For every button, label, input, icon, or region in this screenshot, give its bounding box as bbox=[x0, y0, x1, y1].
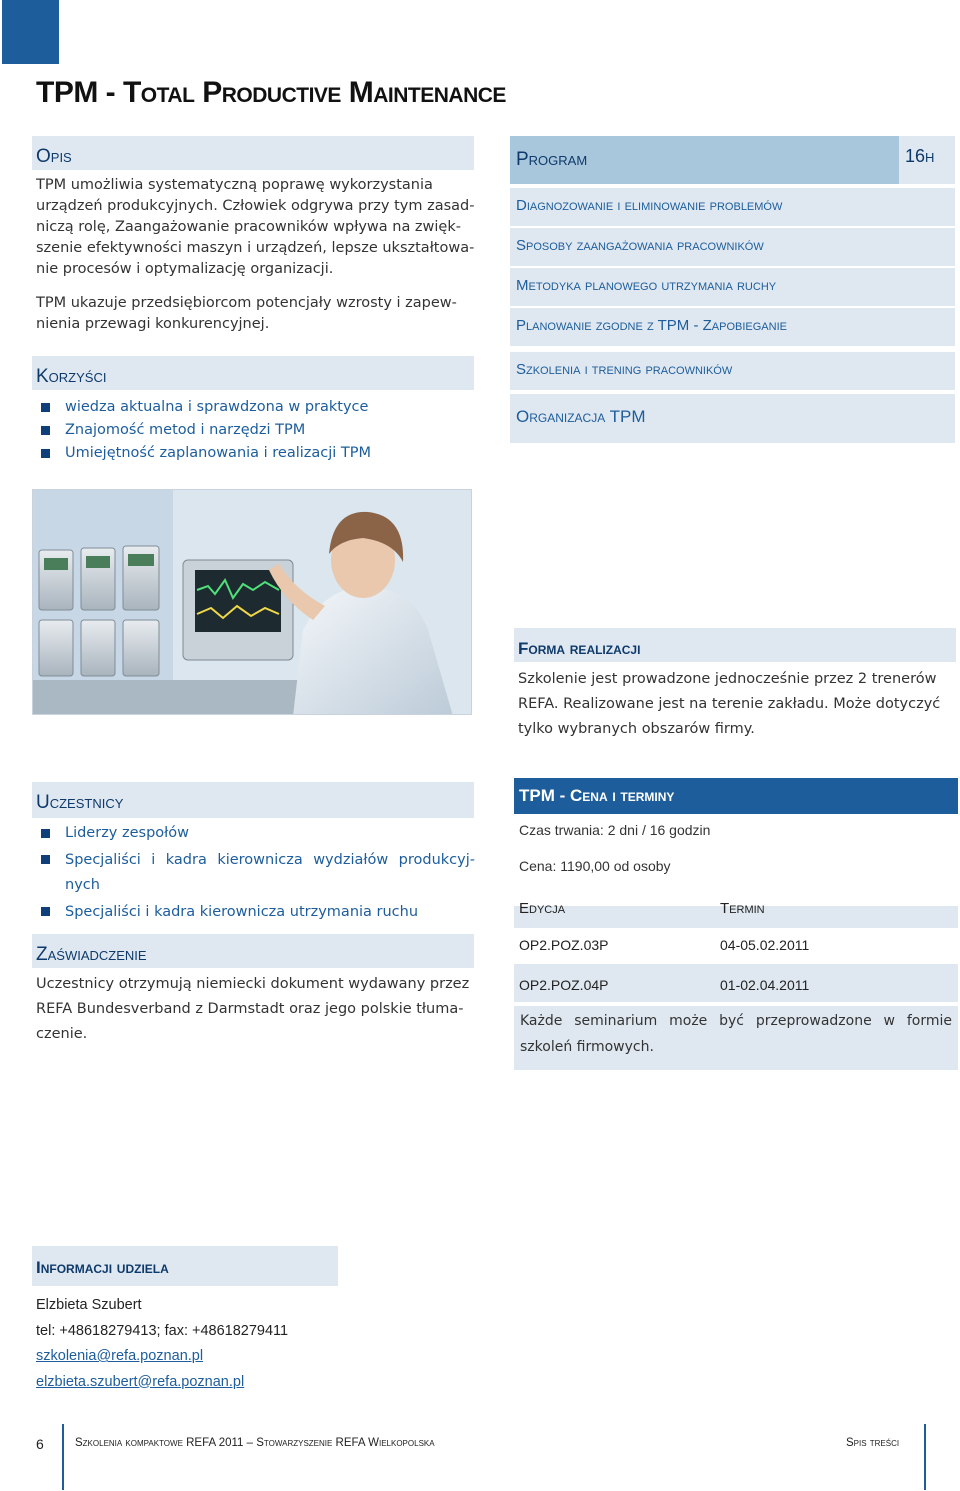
info-contact bbox=[36, 1293, 288, 1395]
edycja-cell: OP2.POZ.03P bbox=[519, 937, 609, 953]
cena-heading: TPM - Cena i terminy bbox=[514, 778, 958, 814]
list-item-line: Specjaliści i kadra kierownicza wydziałów produkcyj- bbox=[65, 852, 475, 868]
korzysci-list bbox=[36, 396, 476, 465]
list-item: Znajomość metod i narzędzi TPM bbox=[36, 419, 476, 442]
opis-line: nie procesów i optymalizację organizacji. bbox=[36, 261, 334, 277]
zaswiadczenie-line: REFA Bundesverband z Darmstadt oraz jego polskie tłuma- bbox=[36, 1001, 464, 1017]
opis-line: TPM umożliwia systematyczną poprawę wykorzystania bbox=[36, 177, 433, 193]
col-termin: Termin bbox=[720, 900, 765, 917]
col-edycja: Edycja bbox=[519, 900, 566, 917]
opis-line: szenie efektywności maszyn i urządzeń, lepsze ukształtowa- bbox=[36, 240, 475, 256]
contact-name: Elzbieta Szubert bbox=[36, 1297, 142, 1313]
cena-note bbox=[520, 1008, 952, 1060]
info-heading-text: Informacji udziela bbox=[36, 1258, 169, 1277]
cena-value: Cena: 1190,00 od osoby bbox=[519, 858, 671, 874]
program-hours: 16h bbox=[899, 136, 955, 184]
korzysci-heading-text: Korzyści bbox=[36, 366, 107, 387]
program-heading bbox=[510, 136, 955, 184]
uczestnicy-heading-text: Uczestnicy bbox=[36, 792, 124, 813]
footer-divider-right bbox=[924, 1424, 926, 1490]
page-title: TPM - Total Productive Maintenance bbox=[36, 76, 506, 109]
edycja-cell: OP2.POZ.04P bbox=[519, 977, 609, 993]
footer-text: Szkolenia kompaktowe REFA 2011 – Stowarzyszenie REFA Wielkopolska bbox=[75, 1437, 435, 1449]
list-item: wiedza aktualna i sprawdzona w praktyce bbox=[36, 396, 476, 419]
forma-heading-text: Forma realizacji bbox=[518, 639, 641, 658]
cena-note-line: szkoleń firmowych. bbox=[520, 1039, 654, 1055]
forma-line: REFA. Realizowane jest na terenie zakładu. Może dotyczyć bbox=[518, 696, 941, 712]
opis-paragraph-2 bbox=[36, 293, 476, 335]
program-heading-text: Program bbox=[516, 149, 588, 170]
contact-phone: tel: +48618279413; fax: +48618279411 bbox=[36, 1322, 289, 1339]
opis-line: urządzeń produkcyjnych. Człowiek odgrywa przy tym zasad- bbox=[36, 198, 475, 214]
opis-line: nienia przewagi konkurencyjnej. bbox=[36, 316, 270, 332]
program-item: Metodyka planowego utrzymania ruchy bbox=[510, 268, 955, 306]
program-box bbox=[510, 136, 955, 443]
photo-nurse-medical-equipment bbox=[32, 489, 472, 715]
cena-note-line: Każde seminarium może być przeprowadzone w formie bbox=[520, 1013, 952, 1029]
zaswiadczenie-line: Uczestnicy otrzymują niemiecki dokument wydawany przez bbox=[36, 976, 470, 992]
cena-info-panel bbox=[514, 814, 958, 906]
termin-cell: 01-02.04.2011 bbox=[720, 977, 810, 993]
czas-trwania: Czas trwania: 2 dni / 16 godzin bbox=[519, 822, 711, 838]
opis-paragraph-1 bbox=[36, 175, 476, 280]
zaswiadczenie-line: czenie. bbox=[36, 1026, 88, 1042]
list-item bbox=[36, 848, 476, 898]
list-item: Specjaliści i kadra kierownicza utrzymania ruchu bbox=[36, 900, 476, 925]
termin-row bbox=[514, 968, 958, 1002]
list-item: Umiejętność zaplanowania i realizacji TPM bbox=[36, 442, 476, 465]
zaswiadczenie-heading-text: Zaświadczenie bbox=[36, 944, 147, 965]
photo-illustration bbox=[33, 490, 472, 715]
cena-terminy-box bbox=[514, 778, 958, 1070]
forma-heading bbox=[514, 628, 956, 662]
toc-link[interactable]: Spis treści bbox=[846, 1437, 900, 1449]
uczestnicy-list bbox=[36, 822, 476, 925]
korzysci-heading bbox=[32, 356, 474, 390]
forma-line: Szkolenie jest prowadzone jednocześnie przez 2 trenerów bbox=[518, 671, 937, 687]
corner-accent-block bbox=[2, 0, 59, 64]
email-link[interactable]: elzbieta.szubert@refa.poznan.pl bbox=[36, 1373, 245, 1390]
opis-line: niczą rolę, Zaangażowanie pracowników wpływa na zwięk- bbox=[36, 219, 461, 235]
program-item: Planowanie zgodne z TPM - Zapobieganie bbox=[510, 308, 955, 346]
program-item: Szkolenia i trening pracowników bbox=[510, 352, 955, 390]
opis-heading-text: Opis bbox=[36, 146, 72, 167]
opis-heading bbox=[32, 136, 474, 170]
termin-cell: 04-05.02.2011 bbox=[720, 937, 810, 953]
program-item: Diagnozowanie i eliminowanie problemów bbox=[510, 188, 955, 226]
list-item-line: nych bbox=[65, 877, 100, 893]
termin-row bbox=[514, 928, 958, 964]
zaswiadczenie-text bbox=[36, 972, 476, 1047]
opis-line: TPM ukazuje przedsiębiorcom potencjały wzrosty i zapew- bbox=[36, 295, 457, 311]
forma-text bbox=[518, 667, 958, 742]
program-item: Sposoby zaangażowania pracowników bbox=[510, 228, 955, 266]
zaswiadczenie-heading bbox=[32, 934, 474, 968]
list-item: Liderzy zespołów bbox=[36, 822, 476, 844]
page-number: 6 bbox=[36, 1436, 44, 1452]
info-heading bbox=[32, 1246, 338, 1286]
footer-divider-left bbox=[62, 1424, 64, 1490]
divider bbox=[514, 1002, 958, 1006]
program-item: Organizacja TPM bbox=[510, 394, 955, 443]
email-link[interactable]: szkolenia@refa.poznan.pl bbox=[36, 1348, 204, 1364]
forma-line: tylko wybranych obszarów firmy. bbox=[518, 721, 755, 737]
uczestnicy-heading bbox=[32, 782, 474, 818]
